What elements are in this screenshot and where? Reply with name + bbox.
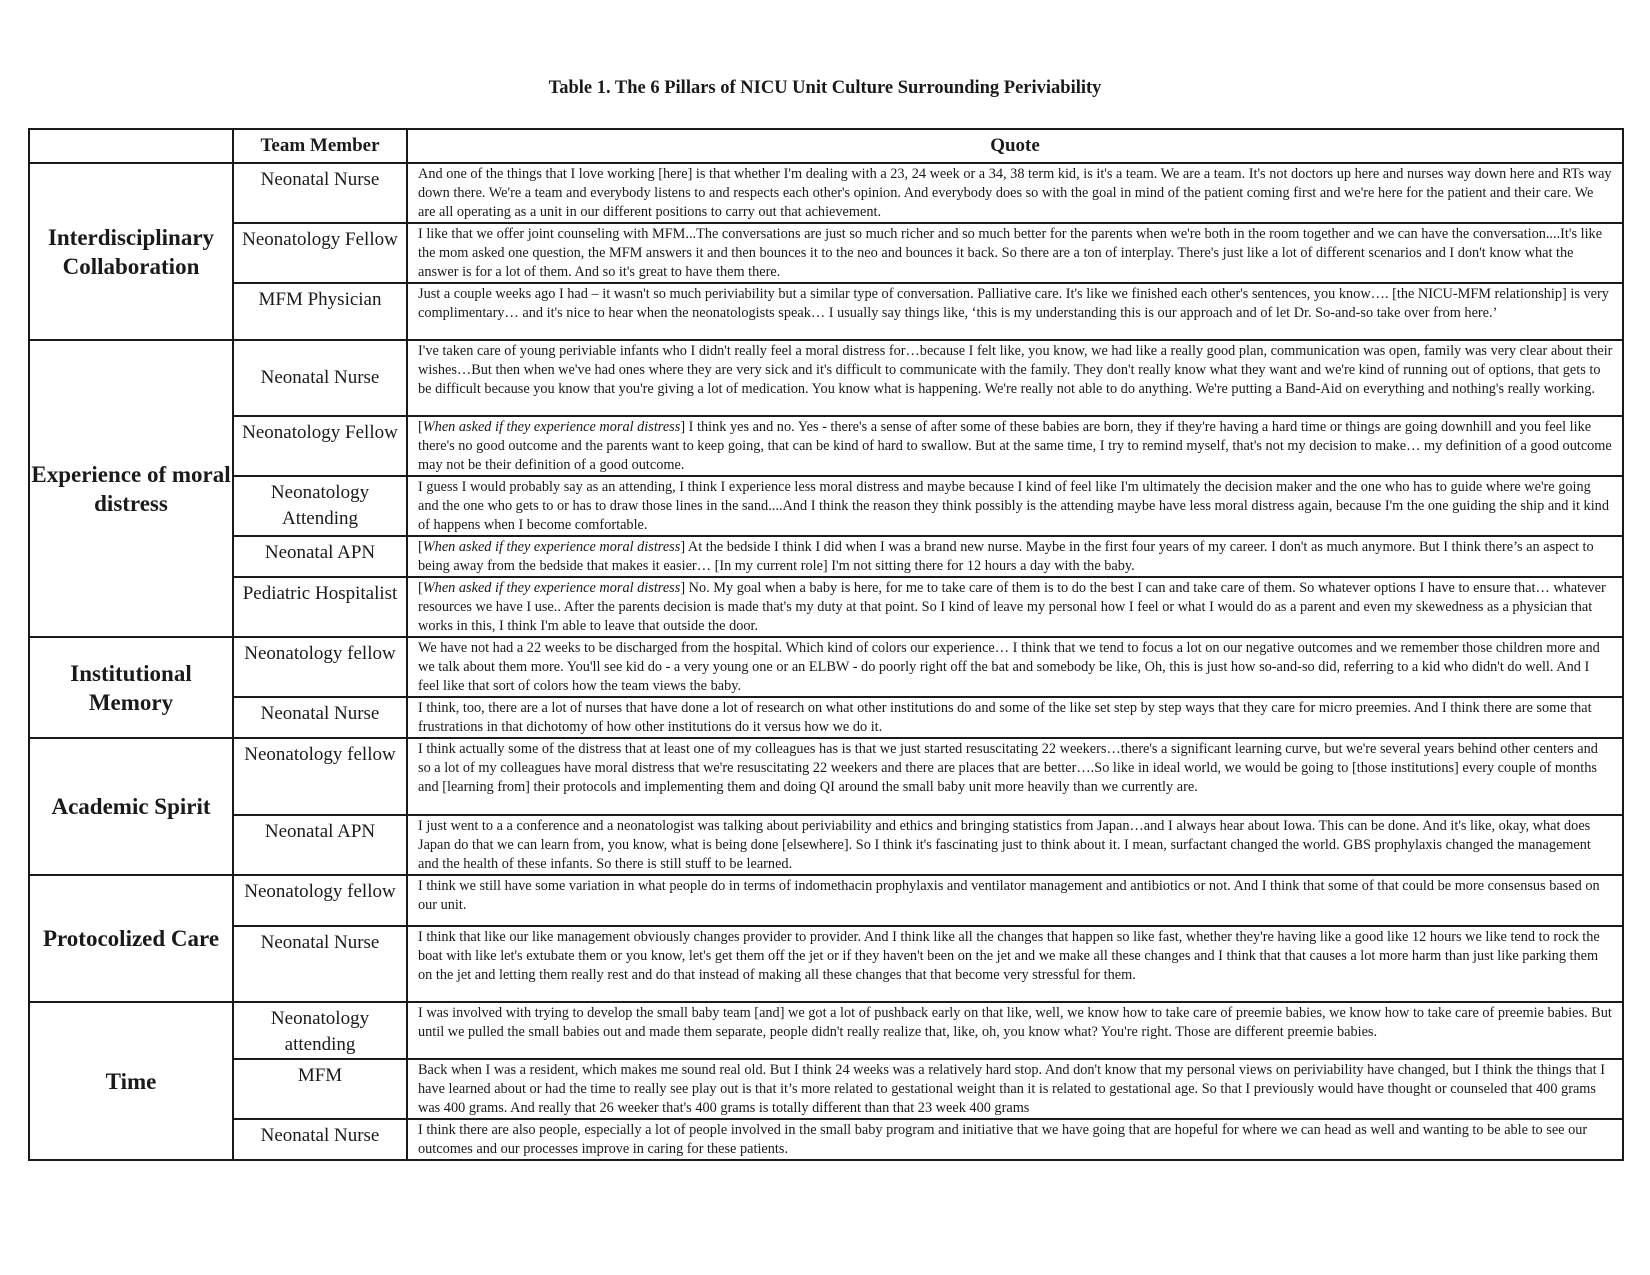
team-member-cell: Neonatology Attending	[233, 476, 407, 536]
table-row	[29, 637, 1623, 697]
table-row	[29, 416, 1623, 476]
quote-text: I've taken care of young periviable infants who I didn't really feel a moral distress for…because I felt like, you know, we had like a really good plan, communication was open, family was very clear about their wishes…But then when we've had ones where they are very sick and it's difficult to communicate with the family. They don't really know what they want and we're kind of running out of options, that gets to be difficult because you know that you're giving a lot of medication. You know what is happening. We're really not able to do anything. We're putting a Band-Aid on everything and nothing's really working.	[418, 343, 1613, 397]
team-member-cell: MFM Physician	[233, 283, 407, 340]
pillar-name: Institutional Memory	[29, 637, 233, 738]
quote-text: At the bedside I think I did when I was a brand new nurse. Maybe in the first four years of my career. I don't as much anymore. But I think there’s an aspect to being away from the bedside that makes it easier… [In my current role] I'm not sitting there for 12 hours a day with the baby.	[418, 539, 1594, 574]
team-member-cell: Neonatology fellow	[233, 875, 407, 926]
quote-text: I was involved with trying to develop the small baby team [and] we got a lot of pushback early on that like, well, we know how to take care of preemie babies, we know how to take care of preemie babies. But until we pulled the small babies out and made them separate, people didn't really realize that, like, oh, you know what? You're right. Those are different preemie babies.	[418, 1005, 1612, 1040]
quote-text: I just went to a a conference and a neonatologist was talking about periviability and ethics and bringing statistics from Japan…and I always hear about Iowa. This can be done. And it's like, okay, what does Japan do that we can learn from, you know, what is being done [elsewhere]. So I think it's fascinating just to think about it. I mean, surfactant changed the world. GBS prophylaxis changed the management and the health of these infants. So there is still stuff to be learned.	[418, 818, 1591, 872]
table-row	[29, 536, 1623, 577]
quote-text: I like that we offer joint counseling with MFM...The conversations are just so much richer and so much better for the parents when we're both in the room together and we can have the conversation....It's like the mom asked one question, the MFM answers it and then bounces it to the neo and bounces it back. So there are a ton of interplay. There's just like a lot of different scenarios and I don't know what the answer is for a lot of them. And so it's great to have them there.	[418, 226, 1603, 280]
quote-cell	[407, 697, 1623, 738]
table-row	[29, 163, 1623, 223]
table-row	[29, 815, 1623, 875]
quote-text: I think yes and no. Yes - there's a sense of after some of these babies are born, they if they're having a hard time or things are going downhill and you feel like there's no good outcome and the parents want to keep going, that can be kind of hard to swallow. But at the same time, I try to remind myself, that's not my decision to make… my definition of a good outcome may not be their definition of a good outcome.	[418, 419, 1612, 473]
pillars-table	[28, 128, 1624, 1161]
header-row	[29, 129, 1623, 163]
table-row	[29, 340, 1623, 416]
table-row	[29, 476, 1623, 536]
quote-cell	[407, 1002, 1623, 1059]
table-row	[29, 738, 1623, 815]
header-quote: Quote	[407, 129, 1623, 163]
quote-text: I think actually some of the distress that at least one of my colleagues has is that we just started resuscitating 22 weekers…there's a significant learning curve, but we're several years behind other centers and so a lot of my colleagues have moral distress that we're resuscitating 22 weekers and there are places that are better….So like in ideal world, we would be going to [those institutions] every couple of months and [learning from] their protocols and implementing them and doing QI around the small baby unit more heavily than we currently are.	[418, 741, 1598, 795]
quote-cell	[407, 875, 1623, 926]
quote-text: Back when I was a resident, which makes me sound real old. But I think 24 weeks was a relatively hard stop. And don't know that my personal views on periviability have changed, but I think the things that I have learned about or had the time to really see play out is that it’s more related to gestational weight than it is related to gestational age. So that I previously would have thought or counseled that 400 grams was 400 grams. And really that 26 weeker that's 400 grams is totally different than that 23 week 400 grams	[418, 1062, 1605, 1116]
header-team-member: Team Member	[233, 129, 407, 163]
team-member-cell: MFM	[233, 1059, 407, 1119]
team-member-cell: Neonatal Nurse	[233, 926, 407, 1002]
quote-text: I think, too, there are a lot of nurses that have done a lot of research on what other institutions do and some of the like set step by step ways that they care for micro preemies. And I think there are some that frustrations in that dichotomy of how other institutions do it versus how we do it.	[418, 700, 1592, 735]
team-member-cell: Neonatal Nurse	[233, 340, 407, 416]
quote-cell	[407, 223, 1623, 283]
quote-cell: [When asked if they experience moral distress] No. My goal when a baby is here, for me to take care of them is to do the best I can and take care of them. So whatever options I have to ensure that… whatever resources we have I use.. After the parents decision is made that's my duty at that point. So I kind of leave my personal how I feel or what I would do as a parent and even my skewedness as a physician that works in this, I think I'm able to leave that outside the door.	[407, 577, 1623, 637]
team-member-cell: Neonatology Fellow	[233, 416, 407, 476]
pillar-name: Protocolized Care	[29, 875, 233, 1002]
team-member-cell: Neonatal Nurse	[233, 697, 407, 738]
quote-cell	[407, 340, 1623, 416]
quote-prompt: When asked if they experience moral distress	[422, 539, 681, 555]
quote-cell	[407, 815, 1623, 875]
pillar-name: Interdisciplinary Collaboration	[29, 163, 233, 340]
quote-cell	[407, 926, 1623, 1002]
team-member-cell: Pediatric Hospitalist	[233, 577, 407, 637]
quote-text: And one of the things that I love working [here] is that whether I'm dealing with a 23, 24 week or a 34, 38 term kid, is it's a team. We are a team. It's not doctors up here and nurses way down here and RTs way down there. We're a team and everybody listens to and respects each other's opinion. And everybody does so with the goal in mind of the patient coming first and we're here for the patient and their care. We are all operating as a unit in our different positions to carry out that achievement.	[418, 166, 1612, 220]
quote-cell	[407, 283, 1623, 340]
team-member-cell: Neonatology fellow	[233, 738, 407, 815]
quote-text: I think we still have some variation in what people do in terms of indomethacin prophylaxis and ventilator management and antibiotics or not. And I think that some of that could be more consensus based on our unit.	[418, 878, 1600, 913]
team-member-cell: Neonatal APN	[233, 815, 407, 875]
team-member-cell: Neonatology attending	[233, 1002, 407, 1059]
quote-cell	[407, 738, 1623, 815]
team-member-cell: Neonatology fellow	[233, 637, 407, 697]
pillar-name: Time	[29, 1002, 233, 1160]
table-row	[29, 223, 1623, 283]
team-member-cell: Neonatology Fellow	[233, 223, 407, 283]
quote-text: Just a couple weeks ago I had – it wasn't so much periviability but a similar type of conversation. Palliative care. It's like we finished each other's sentences, you know…. [the NICU-MFM relationship] is very complimentary… and it's nice to hear when the neonatologists speak… I usually say things like, ‘this is my understanding this is our approach and of let Dr. So-and-so take over from here.’	[418, 286, 1609, 321]
quote-cell: [When asked if they experience moral distress] At the bedside I think I did when I was a brand new nurse. Maybe in the first four years of my career. I don't as much anymore. But I think there’s an aspect to being away from the bedside that makes it easier… [In my current role] I'm not sitting there for 12 hours a day with the baby.	[407, 536, 1623, 577]
table-body	[29, 163, 1623, 1160]
header-pillar	[29, 129, 233, 163]
table-row	[29, 577, 1623, 637]
quote-prompt: When asked if they experience moral distress	[422, 419, 681, 435]
quote-cell	[407, 476, 1623, 536]
quote-cell	[407, 163, 1623, 223]
table-row	[29, 697, 1623, 738]
team-member-cell: Neonatal APN	[233, 536, 407, 577]
quote-cell	[407, 1059, 1623, 1119]
quote-text: No. My goal when a baby is here, for me to take care of them is to do the best I can and take care of them. So whatever options I have to ensure that… whatever resources we have I use.. After the parents decision is made that's my duty at that point. So I kind of leave my personal how I feel or what I would do as a parent and even my skewedness as a physician that works in this, I think I'm able to leave that outside the door.	[418, 580, 1606, 634]
table-row	[29, 926, 1623, 1002]
table-title: Table 1. The 6 Pillars of NICU Unit Culture Surrounding Periviability	[548, 78, 1102, 98]
table-row	[29, 1059, 1623, 1119]
pillar-name: Academic Spirit	[29, 738, 233, 875]
table-row	[29, 283, 1623, 340]
quote-cell	[407, 637, 1623, 697]
quote-cell	[407, 1119, 1623, 1160]
table-row	[29, 875, 1623, 926]
quote-prompt: When asked if they experience moral distress	[422, 580, 681, 596]
quote-text: We have not had a 22 weeks to be discharged from the hospital. Which kind of colors our experience… I think that we tend to focus a lot on our negative outcomes and we remember those children more and we talk about them more. You'll see kid do - a very young one or an ELBW - do poorly right off the bat and somebody be like, Oh, this is just how so-and-so did, referring to a kid who didn't do well. And I feel like that sort of colors how the team views the baby.	[418, 640, 1600, 694]
pillar-name: Experience of moral distress	[29, 340, 233, 637]
quote-text: I guess I would probably say as an attending, I think I experience less moral distress and maybe because I kind of feel like I'm ultimately the decision maker and the one who has to guide where we're going and the one who gets to or has to draw those lines in the sand....And I think the reason they think possibly is the attending maybe have less moral distress again, because I'm the one guiding the ship and it kind of happens when I become comfortable.	[418, 479, 1609, 533]
table-row	[29, 1002, 1623, 1059]
quote-text: I think that like our like management obviously changes provider to provider. And I think like all the changes that happen so like fast, whether they're having like a good like 12 hours we like tend to rock the boat with like let's extubate them or you know, let's get them off the jet or if they haven't been on the jet and we make all these changes and I think that that causes a lot more harm than just like parking them on the jet and letting them really rest and do that instead of making all these changes that that become very stressful for them.	[418, 929, 1600, 983]
table-row	[29, 1119, 1623, 1160]
team-member-cell: Neonatal Nurse	[233, 1119, 407, 1160]
team-member-cell: Neonatal Nurse	[233, 163, 407, 223]
quote-cell: [When asked if they experience moral distress] I think yes and no. Yes - there's a sense of after some of these babies are born, they if they're having a hard time or things are going downhill and you feel like there's no good outcome and the parents want to keep going, that can be kind of hard to swallow. But at the same time, I try to remind myself, that's not my decision to make… my definition of a good outcome may not be their definition of a good outcome.	[407, 416, 1623, 476]
quote-text: I think there are also people, especially a lot of people involved in the small baby program and initiative that we have going that are hopeful for where we can head as well and wanting to be able to see our outcomes and our processes improve in caring for these patients.	[418, 1122, 1588, 1157]
